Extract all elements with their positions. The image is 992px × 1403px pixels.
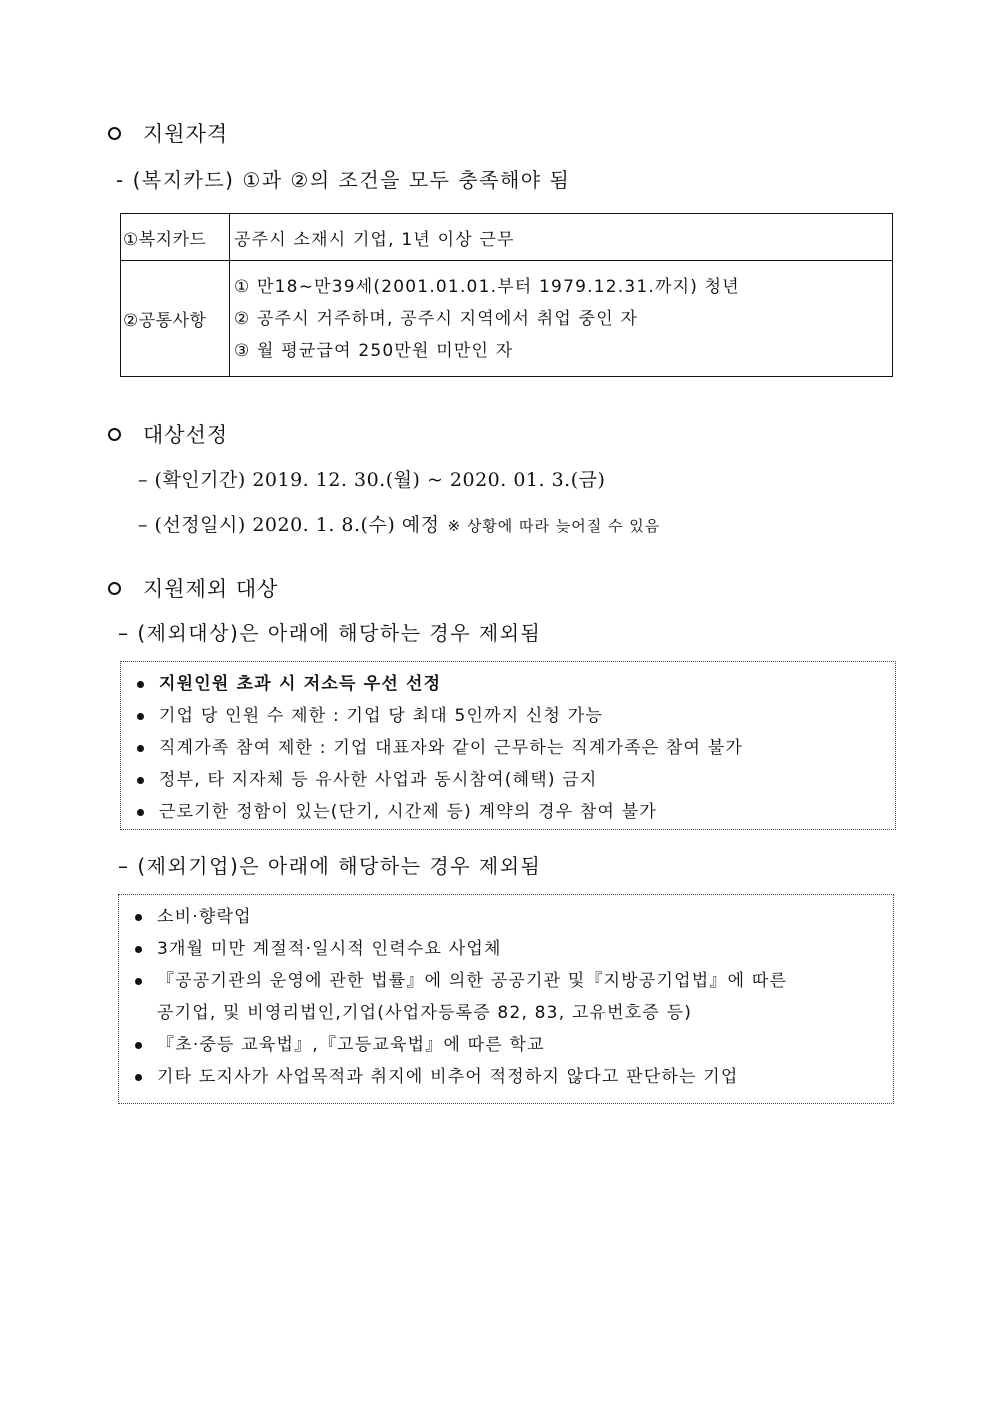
excluded-persons-box xyxy=(120,661,896,830)
table-row-label: ①복지카드 xyxy=(121,214,230,261)
selection-date-note: ※ 상황에 따라 늦어질 수 있음 xyxy=(447,517,661,535)
condition-line: ② 공주시 거주하며, 공주시 지역에서 취업 중인 자 xyxy=(234,308,639,329)
list-item-text: 지원인원 초과 시 저소득 우선 선정 xyxy=(159,674,442,694)
bullet-dot-icon xyxy=(137,681,144,688)
bullet-dot-icon xyxy=(135,978,142,985)
bullet-dot-icon xyxy=(135,1074,142,1081)
bullet-dot-icon xyxy=(137,809,144,816)
eligibility-subline: - (복지카드) ①과 ②의 조건을 모두 충족해야 됨 xyxy=(116,168,571,192)
bullet-dot-icon xyxy=(137,777,144,784)
list-item-text: 기업 당 인원 수 제한 : 기업 당 최대 5인까지 신청 가능 xyxy=(159,706,604,726)
list-item xyxy=(131,965,883,1029)
bullet-dot-icon xyxy=(135,946,142,953)
excluded-persons-subline: – (제외대상)은 아래에 해당하는 경우 제외됨 xyxy=(118,621,542,645)
list-item xyxy=(133,700,885,732)
condition-line: ① 만18∼만39세(2001.01.01.부터 1979.12.31.까지) 청년 xyxy=(234,276,740,297)
list-item-text: 『공공기관의 운영에 관한 법률』에 의한 공공기관 및『지방공기업법』에 따른 xyxy=(157,971,788,991)
circle-bullet-icon xyxy=(108,582,121,595)
selection-date-line xyxy=(138,510,660,537)
circle-bullet-icon xyxy=(108,428,121,441)
section-heading-exclusions xyxy=(108,573,278,603)
section-heading-text: 지원자격 xyxy=(143,122,229,146)
table-row-content: 공주시 소재시 기업, 1년 이상 근무 xyxy=(230,214,893,261)
bullet-dot-icon xyxy=(137,745,144,752)
excluded-companies-subline: – (제외기업)은 아래에 해당하는 경우 제외됨 xyxy=(118,854,542,878)
list-item-text: 소비·향락업 xyxy=(157,907,252,927)
list-item xyxy=(131,1061,883,1093)
selection-date-text: – (선정일시) 2020. 1. 8.(수) 예정 xyxy=(138,514,440,536)
list-item xyxy=(133,764,885,796)
table-row xyxy=(121,261,893,377)
section-heading-text: 지원제외 대상 xyxy=(143,577,279,601)
list-item-text: 『초·중등 교육법』,『고등교육법』에 따른 학교 xyxy=(157,1035,545,1055)
excluded-companies-box xyxy=(118,894,894,1104)
list-item xyxy=(131,933,883,965)
list-item-text: 직계가족 참여 제한 : 기업 대표자와 같이 근무하는 직계가족은 참여 불가 xyxy=(159,738,744,758)
list-item-text: 3개월 미만 계절적·일시적 인력수요 사업체 xyxy=(157,939,502,959)
table-row-label: ②공통사항 xyxy=(121,261,230,377)
table-row xyxy=(121,214,893,261)
list-item-text-continued: 공기업, 및 비영리법인,기업(사업자등록증 82, 83, 고유번호증 등) xyxy=(157,1003,693,1023)
condition-line: ③ 월 평균급여 250만원 미만인 자 xyxy=(234,340,514,361)
table-row-content xyxy=(230,261,893,377)
circle-bullet-icon xyxy=(108,127,121,140)
bullet-dot-icon xyxy=(135,914,142,921)
eligibility-table xyxy=(120,213,893,377)
section-heading-text: 대상선정 xyxy=(143,423,229,447)
section-heading-eligibility xyxy=(108,118,228,148)
bullet-dot-icon xyxy=(135,1042,142,1049)
list-item xyxy=(131,901,883,933)
list-item-text: 정부, 타 지자체 등 유사한 사업과 동시참여(혜택) 금지 xyxy=(159,770,598,790)
list-item-text: 근로기한 정함이 있는(단기, 시간제 등) 계약의 경우 참여 불가 xyxy=(159,802,658,822)
confirmation-period-line: – (확인기간) 2019. 12. 30.(월) ~ 2020. 01. 3.(금) xyxy=(138,469,606,491)
list-item xyxy=(133,796,885,828)
list-item-text: 기타 도지사가 사업목적과 취지에 비추어 적정하지 않다고 판단하는 기업 xyxy=(157,1067,739,1087)
list-item xyxy=(133,668,885,700)
list-item xyxy=(133,732,885,764)
list-item xyxy=(131,1029,883,1061)
section-heading-selection xyxy=(108,419,228,449)
bullet-dot-icon xyxy=(137,713,144,720)
